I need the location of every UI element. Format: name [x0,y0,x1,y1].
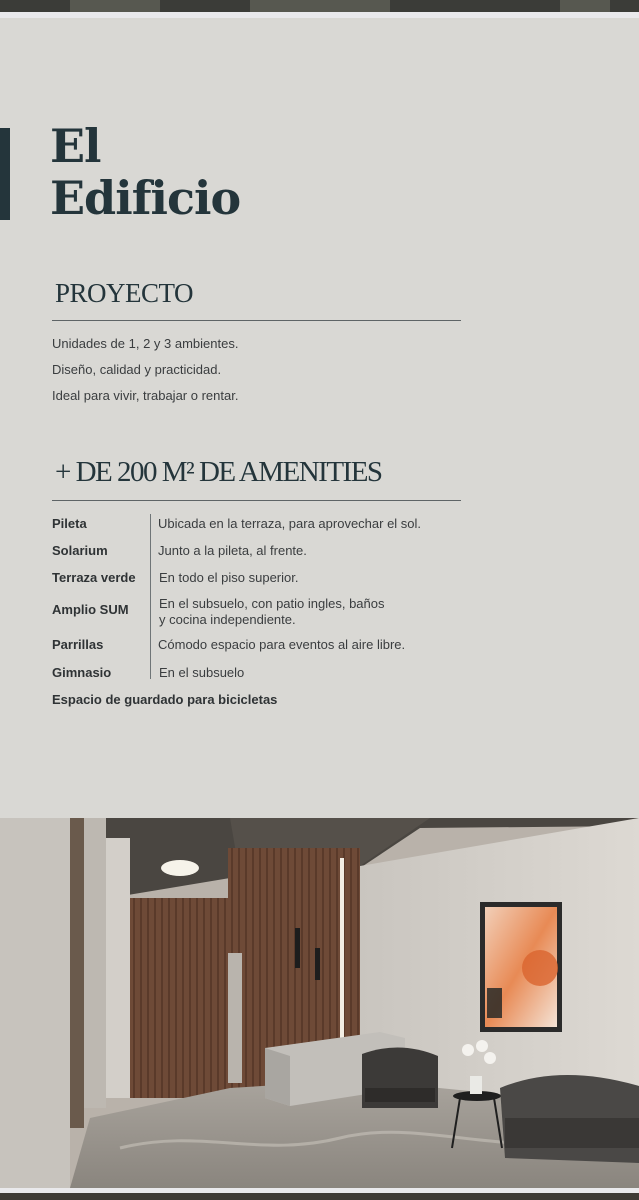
page-title [50,120,240,224]
proyecto-heading: PROYECTO [55,278,194,308]
amenity-name: Pileta [52,516,87,531]
title-line-1: El [50,119,101,173]
proyecto-rule [52,320,461,321]
amenity-extra: Espacio de guardado para bicicletas [52,692,278,707]
amenity-row [52,570,472,590]
title-line-2: Edificio [50,171,241,225]
lobby-photo [0,818,639,1188]
proyecto-line: Unidades de 1, 2 y 3 ambientes. [52,336,239,351]
top-photo-detail [560,0,610,12]
amenity-row [52,637,472,657]
amenity-row [52,543,472,563]
amenity-description: Ubicada en la terraza, para aprovechar el sol. [158,516,422,531]
amenity-name: Amplio SUM [52,602,129,617]
amenity-description: En todo el piso superior. [159,570,299,585]
top-photo-detail [250,0,390,12]
amenity-name: Terraza verde [52,570,136,585]
amenity-row [52,665,472,685]
lobby-illustration [0,818,639,1188]
amenity-name: Parrillas [52,637,104,652]
amenity-name: Gimnasio [52,665,112,680]
title-accent-bar [0,128,10,220]
amenity-row [52,516,472,536]
amenity-description: En el subsuelo [159,665,245,680]
amenity-description: En el subsuelo, con patio ingles, baños y cocina independiente. [159,596,385,627]
amenity-name: Solarium [52,543,108,558]
proyecto-line: Diseño, calidad y practicidad. [52,362,222,377]
top-photo-detail [70,0,160,12]
amenities-heading: + DE 200 M² DE AMENITIES [55,456,382,488]
amenity-description: Cómodo espacio para eventos al aire libre. [158,637,406,652]
amenity-description: Junto a la pileta, al frente. [158,543,307,558]
amenities-rule [52,500,461,501]
proyecto-line: Ideal para vivir, trabajar o rentar. [52,388,239,403]
bottom-photo-strip [0,1193,639,1200]
amenity-row [52,596,472,630]
amenity-row [52,692,472,712]
top-photo-strip [0,0,639,12]
